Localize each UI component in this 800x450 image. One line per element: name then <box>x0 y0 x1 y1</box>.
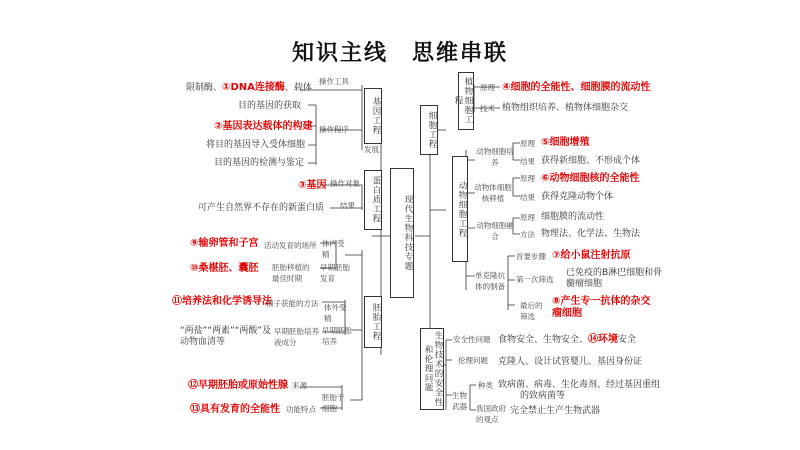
liquid: “两盐”“两素”“两酸”及动物血清等 <box>180 326 271 347</box>
culture-liquid: 早期胚胎培养液成分 <box>274 327 319 347</box>
source: 来源 <box>292 381 307 390</box>
fusion-method-text: 物理法、化学法、生物法 <box>541 229 641 239</box>
a11: ⑪培养法和化学诱导法 <box>172 296 272 307</box>
embryo-engineering-box: 胚胎工程 <box>364 296 382 348</box>
a6: ⑥动物细胞核的全能性 <box>541 173 640 184</box>
ethics-box: 生物技术的安全性和伦理问题 <box>420 328 444 410</box>
attitude-label: 我国政府的观点 <box>476 404 506 424</box>
plant-tech-text: 植物组织培养、植物体细胞杂交 <box>502 103 629 113</box>
nuclear-principle: 原理 <box>520 174 535 183</box>
step2: ②基因表达载体的构建 <box>214 121 313 132</box>
a8: ⑧产生专一抗体的杂交瘤细胞 <box>552 296 651 319</box>
a4: ④细胞的全能性、细胞膜的流动性 <box>502 82 651 93</box>
fusion-method: 方法 <box>520 230 535 239</box>
kind-text-a: 致病菌、病毒、生化毒剂、经过基因重组 <box>498 380 661 390</box>
animal-principle: 原理 <box>520 139 535 148</box>
mab: 单克隆抗体的制备 <box>475 271 505 291</box>
fusion-principle-text: 细胞膜的流动性 <box>541 212 605 222</box>
a9: ⑨输卵管和子宫 <box>190 238 259 249</box>
nuclear-result: 结果 <box>520 193 535 202</box>
ethic-text: 克隆人、设计试管婴儿、基因身份证 <box>498 357 643 367</box>
select1: 第一次筛选 <box>516 275 554 284</box>
nuclear: 动物体细胞核移植 <box>474 183 512 203</box>
protein-result: 可产生自然界不存在的新蛋白质 <box>198 203 325 213</box>
protein-engineering-box: 蛋白质工程 <box>364 170 382 230</box>
a13: ⑬具有发育的全能性 <box>190 404 280 415</box>
safety-label: 安全性问题 <box>453 335 491 344</box>
kind-text-b: 的致病菌等 <box>520 391 566 401</box>
body-in: 体内受精 <box>322 239 345 259</box>
safety-text: 食物安全、生物安全、⑭环境安全 <box>498 334 637 345</box>
final-select: 最后的筛选 <box>520 301 543 321</box>
sperm-method: 精子获能的方法 <box>266 299 319 308</box>
tool-label: 操作工具 <box>319 77 349 86</box>
a12: ⑫早期胚胎或原始性腺 <box>188 380 288 391</box>
result-label: 结果 <box>340 201 355 210</box>
gene-engineering-box: 基因工程 <box>364 88 382 144</box>
develop-label: 发展 <box>364 145 379 154</box>
select1-text: 已免疫的B淋巴细胞和骨髓瘤细胞 <box>566 268 663 289</box>
animal-culture: 动物细胞培养 <box>476 147 514 167</box>
a5: ⑤细胞增殖 <box>541 137 590 148</box>
cell-engineering-box: 细胞工程 <box>420 105 438 155</box>
kind-label: 种类 <box>478 381 493 390</box>
proc-label: 操作程序 <box>319 125 349 134</box>
func: 功能特点 <box>286 405 316 414</box>
transfer-time: 胚胎移植的最佳时期 <box>272 263 310 283</box>
step3: 将目的基因导入受体细胞 <box>206 140 306 150</box>
a7: ⑦给小鼠注射抗原 <box>552 250 631 261</box>
center-box: 现代生物科技专题 <box>390 168 414 298</box>
fusion: 动物细胞融合 <box>476 221 514 241</box>
animal-result-text: 获得新细胞、不形成个体 <box>541 156 641 166</box>
weapon-label: 生物武器 <box>452 391 467 411</box>
plant-principle: 原理 <box>480 83 495 92</box>
step4: 目的基因的检测与鉴定 <box>214 158 305 168</box>
act-site: 活动发育的场所 <box>264 241 317 250</box>
plant-cell-box: 植物细胞工程 <box>458 72 474 130</box>
early-dev: 早期胚胎发育 <box>320 263 350 283</box>
attitude-text: 完全禁止生产生物武器 <box>510 406 601 416</box>
animal-result: 结果 <box>520 157 535 166</box>
es-cell: 胚胎干细胞 <box>322 393 345 413</box>
first-step: 首要步骤 <box>516 252 546 261</box>
step1: 目的基因的获取 <box>238 101 302 111</box>
tool-text: 限制酶、①DNA连接酶、载体 <box>186 82 312 93</box>
nuclear-result-text: 获得克隆动物个体 <box>541 192 614 202</box>
obj-label: 操作对象 <box>330 179 360 188</box>
fusion-principle: 原理 <box>520 213 535 222</box>
plant-tech: 技术 <box>480 104 495 113</box>
a10: ⑩桑椹胚、囊胚 <box>190 263 259 274</box>
body-out: 体外受精 <box>324 303 347 323</box>
ethic-label: 伦理问题 <box>458 356 488 365</box>
page-title: 知识主线 思维串联 <box>291 41 508 66</box>
early-culture: 早期胚胎培养 <box>322 326 352 346</box>
a3: ③基因 <box>298 180 327 191</box>
animal-cell-box: 动物细胞工程 <box>452 156 468 262</box>
